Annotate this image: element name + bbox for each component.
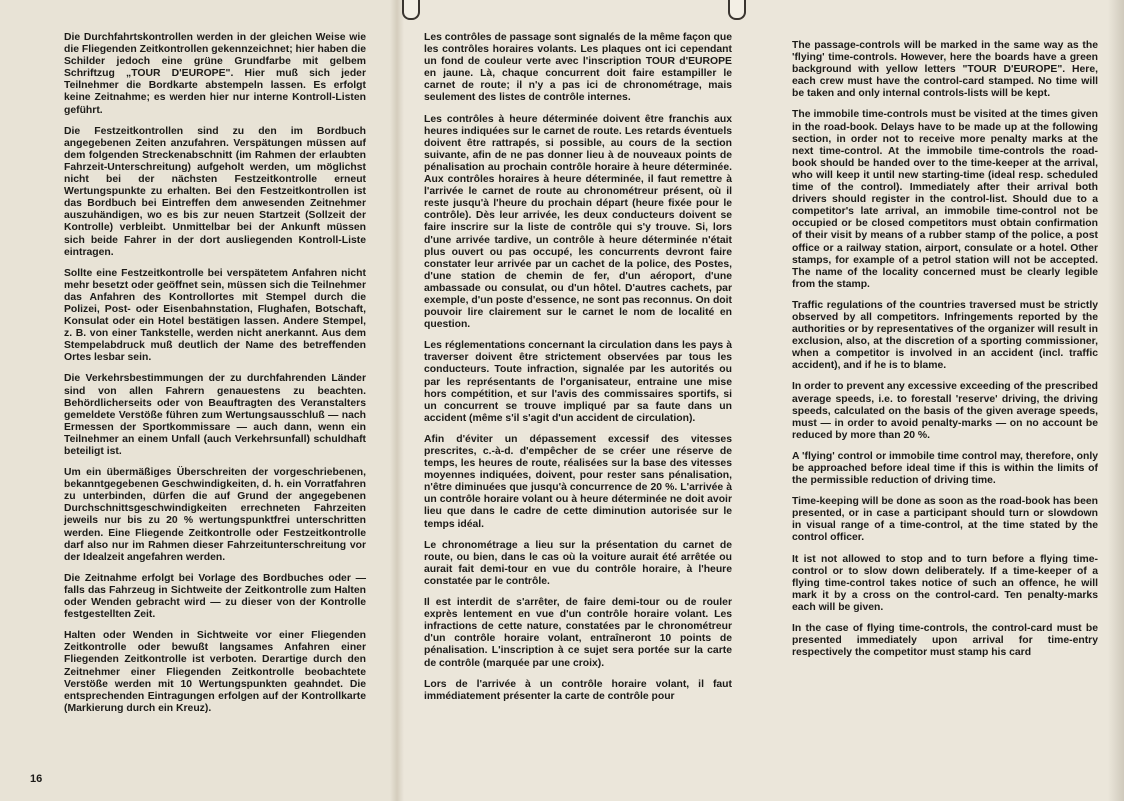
english-column [792,40,1098,668]
paragraph: The immobile time-controls must be visited at the times given in the road-book. Delays have to be made up at the following section, in order not to receive more penalty marks at the next time-control. At the immobile time-controls the road-book should be handed over to the time-keeper at the arrival, who will keep it until new starting-time (ideal resp. scheduled time of the control). Immediately after their arrival both drivers should register in the control-list. Should due to a competitor's late arrival, an immobile time-control not be occupied or be closed competitors must obtain confirmation of their visit by means of a rubber stamp of the police, a post office or a railway station, airport, consulate or a hotel. Other stamps, for example of a petrol station will not be accepted. The name of the locality concerned must be clearly legible from the stamp. [792,109,1098,290]
paragraph: The passage-controls will be marked in the same way as the 'flying' time-controls. However, here the boards have a green background with yellow letters "TOUR D'EUROPE". Here, each crew must have the control-card stamped. No time will be taken and only internal controls-lists will be kept. [792,40,1098,100]
paragraph: Die Zeitnahme erfolgt bei Vorlage des Bordbuches oder — falls das Fahrzeug in Sichtweite der Zeitkontrolle zum Halten oder Wenden gebracht wird — zu dieser von der Kontrolle festgestellten Zeit. [64,572,366,621]
page-edge-shadow [1108,0,1124,801]
page-number: 16 [30,773,43,785]
paragraph: In order to prevent any excessive exceeding of the prescribed average speeds, i.e. to forestall 'reserve' driving, the driving speeds, calculated on the basis of the given average speeds, must — in order to avoid penalty-marks — on no account be reduced by more than 20 %. [792,381,1098,441]
paragraph: Die Verkehrsbestimmungen der zu durchfahrenden Länder sind von allen Fahrern genauestens zu beachten. Behördlicherseits oder von Beauftragten des Veranstalters gemeldete Verstöße führen zum Wertungsausschluß — nach Ermessen der Sportkommissare — auch dann, wenn ein Teilnehmer an einem Unfall (auch Verkehrsunfall) schuldhaft beteiligt ist. [64,373,366,457]
paragraph: In the case of flying time-controls, the control-card must be presented immediately upon arrival for time-entry respectively the competitor must stamp his card [792,623,1098,659]
paragraph: Die Festzeitkontrollen sind zu den im Bordbuch angegebenen Zeiten anzufahren. Verspätungen müssen auf dem folgenden Streckenabschnitt (im Rahmen der erlaubten Fahrzeit-Unterschreitung) aufgeholt werden, um möglichst nicht bei der nächsten Festzeitkontrolle erneut Wertungspunkte zu erhalten. Bei den Festzeitkontrollen ist das Bordbuch bei Eintreffen dem anwesenden Zeitnehmer auszuhändigen, wo es bis zur neuen Startzeit (Sollzeit der Kontrolle) verbleibt. Unmittelbar bei der Ankunft müssen sich beide Fahrer in der dort ausliegenden Kontroll-Liste eintragen. [64,125,366,258]
paragraph: Les réglementations concernant la circulation dans les pays à traverser doivent être strictement observées par tous les conducteurs. Toute infraction, signalée par les autorités ou par les représentants de l'organisateur, entraine une mise hors compétition, et sur l'avis des commissaires sportifs, si un concurrent se trouve impliqué par sa faute dans un accident (même s'il s'agit d'un accident de circulation). [424,340,732,424]
paragraph: Sollte eine Festzeitkontrolle bei verspätetem Anfahren nicht mehr besetzt oder geöffnet sein, müssen sich die Teilnehmer das Anfahren des Kontrollortes mit Stempel durch die Polizei, Post- oder Eisenbahnstation, Flughafen, Botschaft, Konsulat oder ein Hotel bestätigen lassen. Andere Stempel, z. B. von einer Tankstelle, werden nicht anerkannt. Aus dem Stempelabdruck muß deutlich der Name des betreffenden Ortes lesbar sein. [64,267,366,364]
paragraph: Halten oder Wenden in Sichtweite vor einer Fliegenden Zeitkontrolle oder bewußt langsames Anfahren einer Fliegenden Zeitkontrolle ist verboten. Derartige durch den Zeitnehmer einer Fliegenden Zeitkontrolle beobachtete Verstöße werden mit 10 Wertungspunkten geahndet. Die entsprechenden Eintragungen erfolgen auf der Kontrollkarte (Markierung durch ein Kreuz). [64,630,366,714]
paragraph: Lors de l'arrivée à un contrôle horaire volant, il faut immédiatement présenter la carte de contrôle pour [424,678,732,702]
german-column [64,32,366,724]
paragraph: Time-keeping will be done as soon as the road-book has been presented, or in case a participant should turn or slowdown in visual range of a time-control, at the time stated by the control officer. [792,496,1098,544]
binder-hole [402,0,420,20]
paragraph: A 'flying' control or immobile time control may, therefore, only be approached before ideal time if this is within the limits of the permissible reduction of driving time. [792,450,1098,487]
french-column [424,32,732,712]
binder-hole [728,0,746,20]
paragraph: Les contrôles de passage sont signalés de la même façon que les contrôles horaires volants. Les plaques ont ici cependant un fond de couleur verte avec l'inscription TOUR d'EUROPE en jaune. Là, chaque concurrent doit faire estampiller le carnet de route; il n'y a pas ici de chronométrage, mais seulement des listes de contrôle internes. [424,32,732,104]
paragraph: Traffic regulations of the countries traversed must be strictly observed by all competitors. Infringements reported by the authorities or by representatives of the organizer will result in exclusion, also, at the discretion of a sporting commissioner, when a competitor is involved in an accident (incl. traffic accident), and if he is to blame. [792,299,1098,372]
paragraph: Le chronométrage a lieu sur la présentation du carnet de route, ou bien, dans le cas où la voiture aurait été arrêtée ou aurait fait demi-tour en vue du contrôle horaire, à l'heure constatée par le contrôle. [424,539,732,587]
page-gutter [390,0,404,801]
paragraph: Les contrôles à heure déterminée doivent être franchis aux heures indiquées sur le carnet de route. Les retards éventuels doivent être rattrapés, si possible, au cours de la section suivante, afin de ne pas donner lieu à de nouveaux points de pénalisation au prochain contrôle horaire à heure déterminée. Aux contrôles horaires à heure déterminée, il faut remettre à l'arrivée le carnet de route au chronométreur présent, où il reste jusqu'à l'heure du prochain départ (heure fixée pour le contrôle). Dès leur arrivée, les deux conducteurs doivent se faire inscrire sur la liste de contrôle qui s'y trouve. Si, lors d'une arrivée tardive, un contrôle à heure déterminée n'était plus ouvert ou pas occupé, les concurrents devront faire constater leur arrivée par un cachet de la police, des Postes, d'une station de chemin de fer, d'un aéroport, d'une ambassade ou consulat, ou d'un hôtel. D'autres cachets, par exemple, d'un poste d'essence, ne sont pas reconnus. On doit pouvoir lire clairement sur le carnet le nom de localité en question. [424,113,732,331]
paragraph: It ist not allowed to stop and to turn before a flying time-control or to slow down deliberately. If a time-keeper of a flying time-control takes notice of such an offence, he will mark it by a cross on the control-card. Ten penalty-marks each will be given. [792,553,1098,613]
paragraph: Die Durchfahrtskontrollen werden in der gleichen Weise wie die Fliegenden Zeitkontrollen gekennzeichnet; hier haben die Schilder jedoch eine grüne Grundfarbe mit gelbem Schriftzug „TOUR D'EUROPE". Hier muß sich jeder Teilnehmer die Bordkarte abstempeln lassen. Es erfolgt keine Zeitnahme; es werden hier nur interne Kontroll-Listen geführt. [64,32,366,116]
paragraph: Um ein übermäßiges Überschreiten der vorgeschriebenen, bekanntgegebenen Geschwindigkeiten, d. h. ein Vorratfahren zu unterbinden, dürfen die auf Grund der angegebenen Durchschnittsgeschwindigkeiten errechneten Fahrzeiten jeweils nur bis zu 20 % wertungspunktfrei unterschritten werden. Eine Fliegende Zeitkontrolle oder Festzeitkontrolle darf also nur im Rahmen dieser Fahrzeitunterschreitung vor der Idealzeit angefahren werden. [64,467,366,563]
paragraph: Afin d'éviter un dépassement excessif des vitesses prescrites, c.-à-d. d'empêcher de se créer une réserve de temps, les heures de route, réalisées sur la base des vitesses moyennes indiquées, doivent, pour rester sans pénalisation, n'être diminuées que jusqu'à concurrence de 20 %. L'arrivée à un contrôle horaire volant ou à heure déterminée ne doit avoir lieu que dans le cadre de cette diminution autorisée sur le temps idéal. [424,433,732,530]
paragraph: Il est interdit de s'arrêter, de faire demi-tour ou de rouler exprès lentement en vue d'un contrôle horaire volant. Les infractions de cette nature, constatées par le chronométreur d'un contrôle horaire volant, entraîneront 10 points de pénalisation. L'inscription à ce sujet sera portée sur la carte de contrôle (marquée par une croix). [424,597,732,669]
